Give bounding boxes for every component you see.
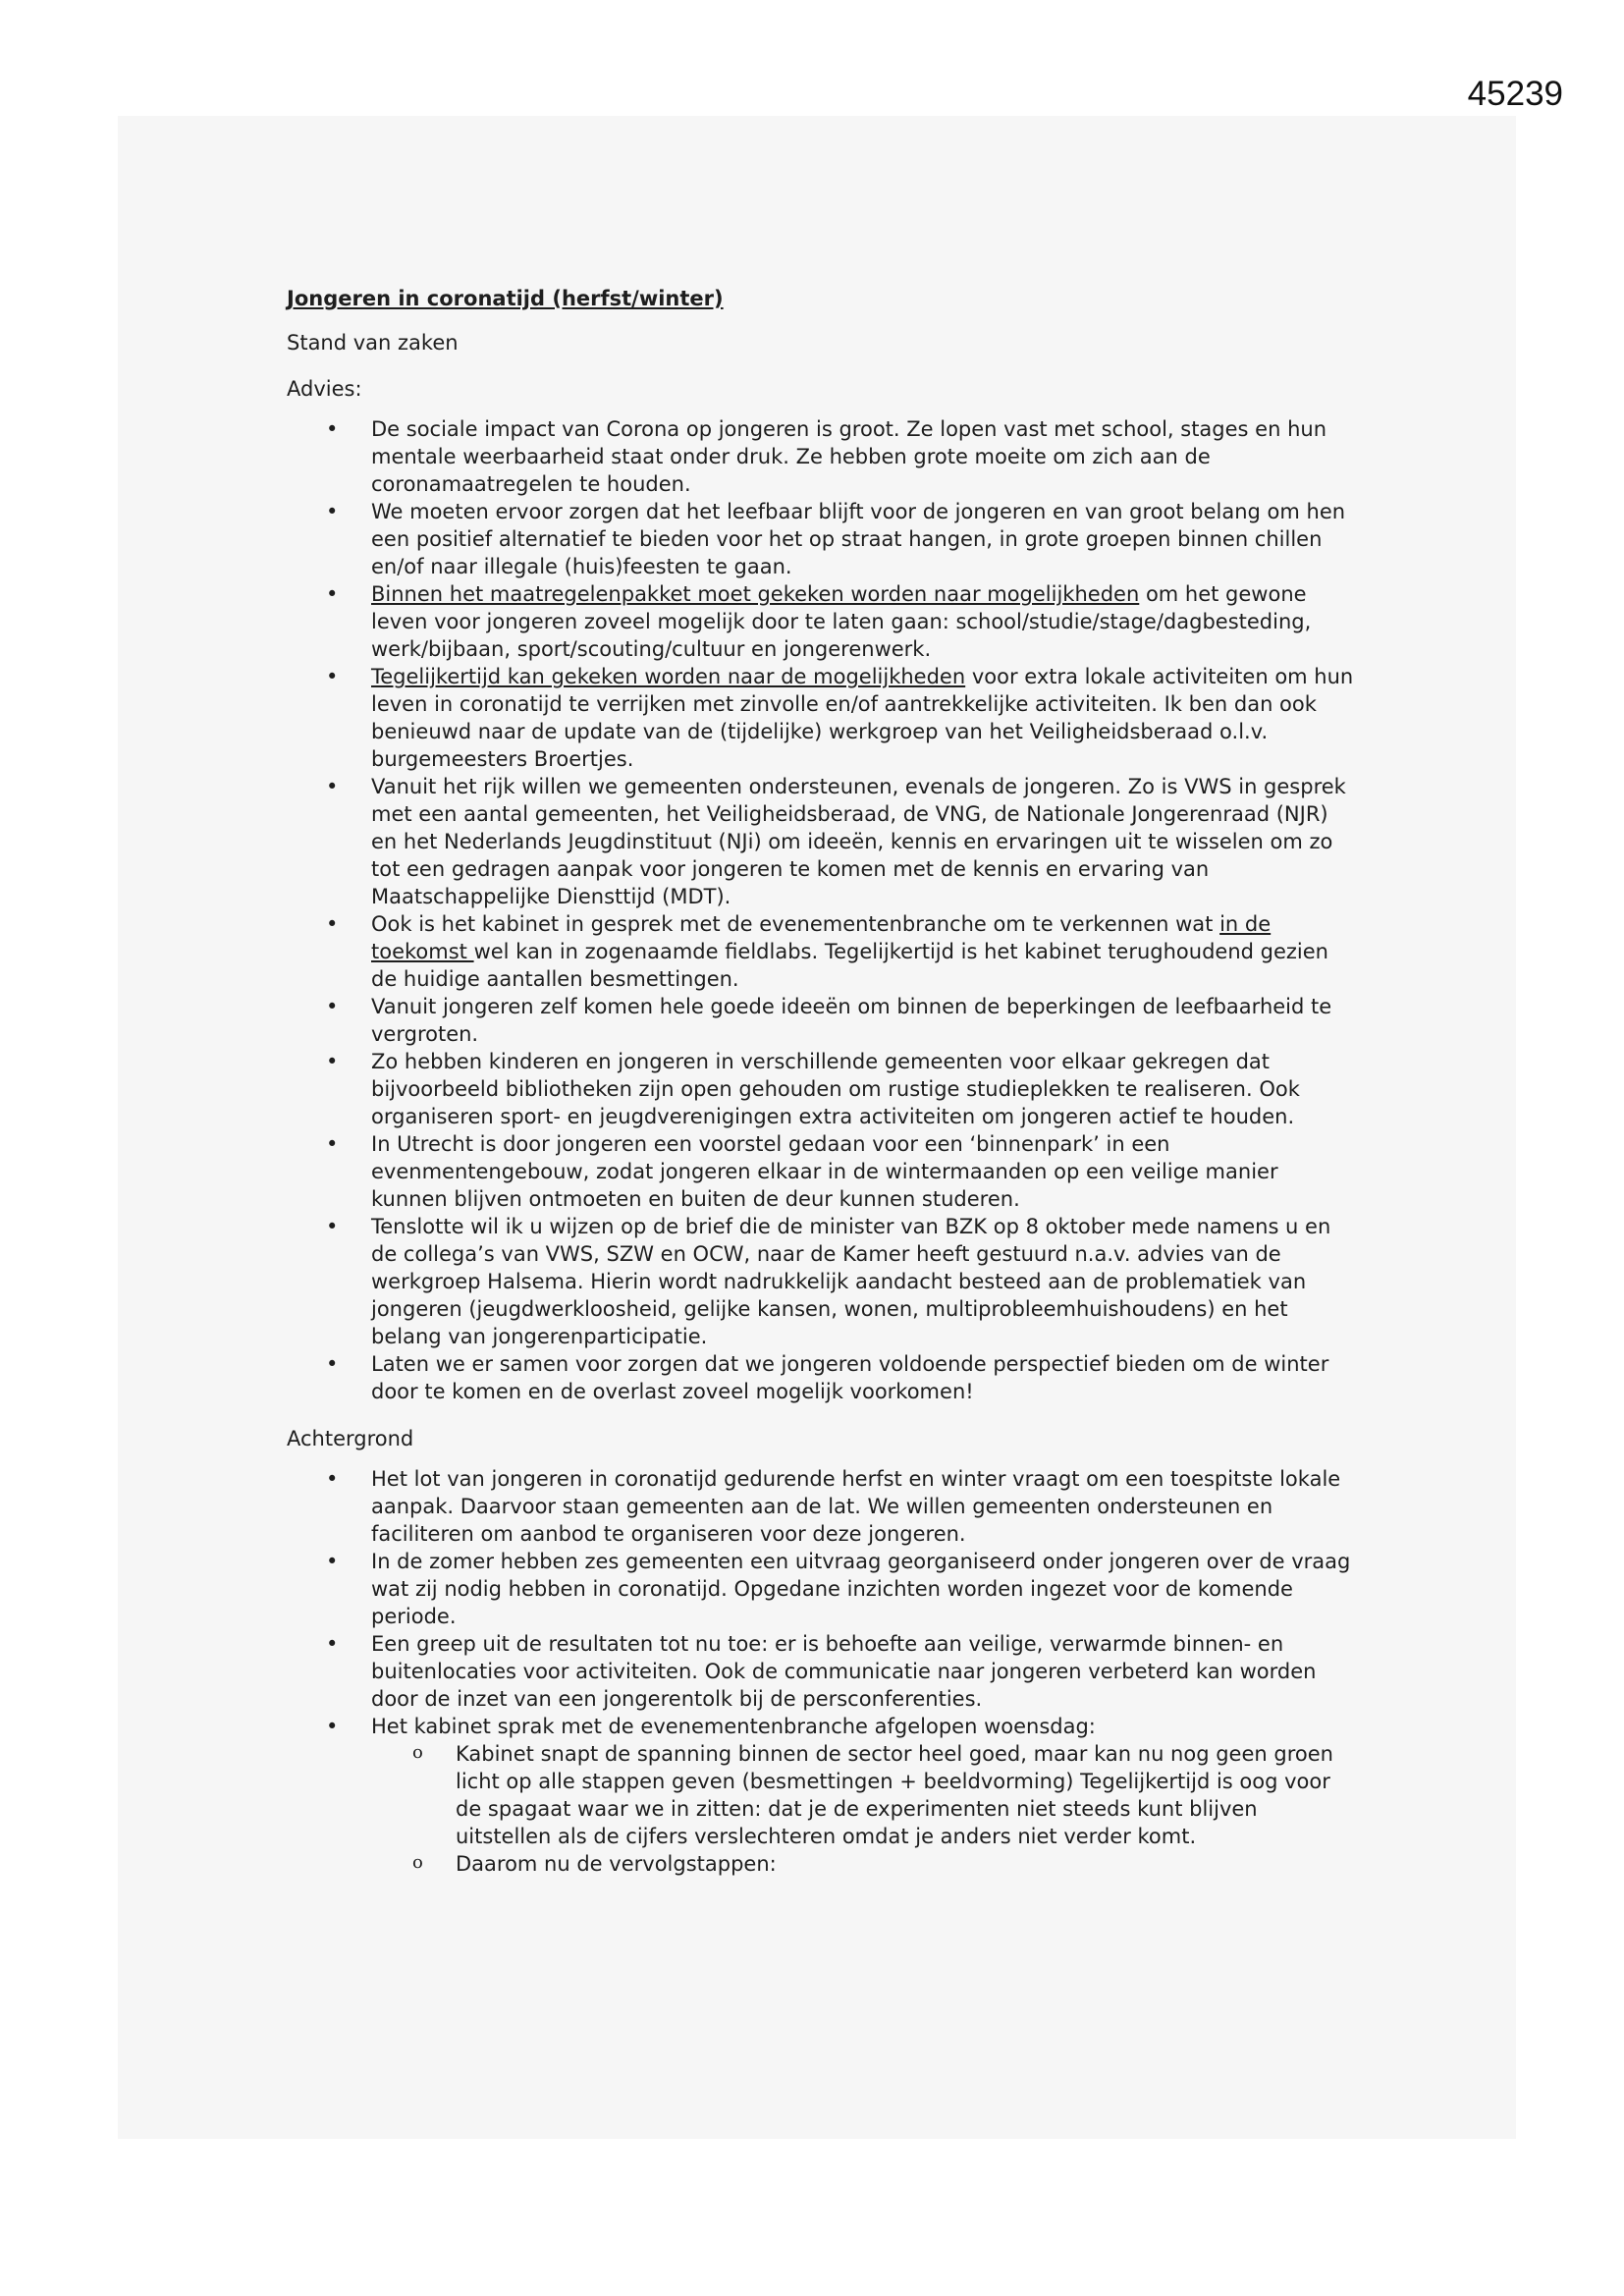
sub-list-item: o Kabinet snapt de spanning binnen de sector heel goed, maar kan nu nog geen groen licht op alle stappen geven (besmettingen + beeldvorming) Tegelijkertijd is oog voor de spagaat waar we in zitten: dat je de experimenten niet steeds kunt blijven uitstellen als de cijfers verslechteren omdat je anders niet verder komt.: [371, 1740, 1357, 1850]
underlined-text: in de toekomst: [371, 912, 1272, 963]
list-item-text: om het gewone leven voor jongeren zoveel mogelijk door te laten gaan: school/studie/stage/dagbesteding, werk/bijbaan, sport/scouting/cultuur en jongerenwerk.: [371, 582, 1312, 661]
achtergrond-heading: Achtergrond: [287, 1427, 414, 1450]
list-item-text: wel kan in zogenaamde fieldlabs. Tegelijkertijd is het kabinet terughoudend gezien de huidige aantallen besmettingen.: [371, 940, 1328, 991]
list-item: • Zo hebben kinderen en jongeren in verschillende gemeenten voor elkaar gekregen dat bijvoorbeeld bibliotheken zijn open gehouden om rustige studieplekken te realiseren. Ook organiseren sport- en jeugdverenigingen extra activiteiten om jongeren actief te houden.: [287, 1048, 1357, 1130]
achtergrond-list: [287, 1465, 1357, 1878]
list-item: • Vanuit het rijk willen we gemeenten ondersteunen, evenals de jongeren. Zo is VWS in gesprek met een aantal gemeenten, het Veiligheidsberaad, de VNG, de Nationale Jongerenraad (NJR) en het Nederlands Jeugdinstituut (NJi) om ideeën, kennis en ervaringen uit te wisselen om zo tot een gedragen aanpak voor jongeren te komen met de kennis en ervaring van Maatschappelijke Diensttijd (MDT).: [287, 773, 1357, 910]
document-number: 45239: [1467, 75, 1563, 113]
document-body: [287, 285, 1357, 1897]
stand-van-zaken-heading: Stand van zaken: [287, 331, 459, 355]
sub-list-item: o Daarom nu de vervolgstappen:: [371, 1850, 1357, 1878]
list-item: • Het lot van jongeren in coronatijd gedurende herfst en winter vraagt om een toespitste lokale aanpak. Daarvoor staan gemeenten aan de lat. We willen gemeenten ondersteunen en faciliteren om aanbod te organiseren voor deze jongeren.: [287, 1465, 1357, 1548]
list-item: • Een greep uit de resultaten tot nu toe: er is behoefte aan veilige, verwarmde binnen- en buitenlocaties voor activiteiten. Ook de communicatie naar jongeren verbeterd kan worden door de inzet van een jongerentolk bij de persconferenties.: [287, 1630, 1357, 1713]
advies-heading: Advies:: [287, 377, 362, 401]
list-item: • We moeten ervoor zorgen dat het leefbaar blijft voor de jongeren en van groot belang om hen een positief alternatief te bieden voor het op straat hangen, in grote groepen binnen chillen en/of naar illegale (huis)feesten te gaan.: [287, 498, 1357, 580]
underlined-text: Tegelijkertijd kan gekeken worden naar de mogelijkheden: [371, 665, 966, 688]
underlined-text: Binnen het maatregelenpakket moet gekeken worden naar mogelijkheden: [371, 582, 1140, 606]
list-item: [287, 1713, 1357, 1878]
list-item: • Tenslotte wil ik u wijzen op de brief die de minister van BZK op 8 oktober mede namens u en de collega’s van VWS, SZW en OCW, naar de Kamer heeft gestuurd n.a.v. advies van de werkgroep Halsema. Hierin wordt nadrukkelijk aandacht besteed aan de problematiek van jongeren (jeugdwerkloosheid, gelijke kansen, wonen, multiprobleemhuishoudens) en het belang van jongerenparticipatie.: [287, 1213, 1357, 1350]
list-item: [287, 910, 1357, 993]
advies-list: [287, 415, 1357, 1405]
list-item: • Laten we er samen voor zorgen dat we jongeren voldoende perspectief bieden om de winter door te komen en de overlast zoveel mogelijk voorkomen!: [287, 1350, 1357, 1405]
list-item: • De sociale impact van Corona op jongeren is groot. Ze lopen vast met school, stages en hun mentale weerbaarheid staat onder druk. Ze hebben grote moeite om zich aan de coronamaatregelen te houden.: [287, 415, 1357, 498]
sub-list: [371, 1740, 1357, 1878]
list-item-text: Het kabinet sprak met de evenementenbranche afgelopen woensdag:: [371, 1715, 1096, 1738]
list-item: [287, 663, 1357, 773]
list-item: • Vanuit jongeren zelf komen hele goede ideeën om binnen de beperkingen de leefbaarheid te vergroten.: [287, 993, 1357, 1048]
list-item: • In Utrecht is door jongeren een voorstel gedaan voor een ‘binnenpark’ in een evenmentengebouw, zodat jongeren elkaar in de wintermaanden op een veilige manier kunnen blijven ontmoeten en buiten de deur kunnen studeren.: [287, 1130, 1357, 1213]
list-item: • In de zomer hebben zes gemeenten een uitvraag georganiseerd onder jongeren over de vraag wat zij nodig hebben in coronatijd. Opgedane inzichten worden ingezet voor de komende periode.: [287, 1548, 1357, 1630]
document-title: Jongeren in coronatijd (herfst/winter): [287, 287, 724, 310]
list-item: [287, 580, 1357, 663]
list-item-text: Ook is het kabinet in gesprek met de evenementenbranche om te verkennen wat: [371, 912, 1220, 936]
list-item-text: voor extra lokale activiteiten om hun leven in coronatijd te verrijken met zinvolle en/of aantrekkelijke activiteiten. Ik ben dan ook benieuwd naar de update van de (tijdelijke) werkgroep van het Veiligheidsberaad o.l.v. burgemeesters Broertjes.: [371, 665, 1354, 771]
